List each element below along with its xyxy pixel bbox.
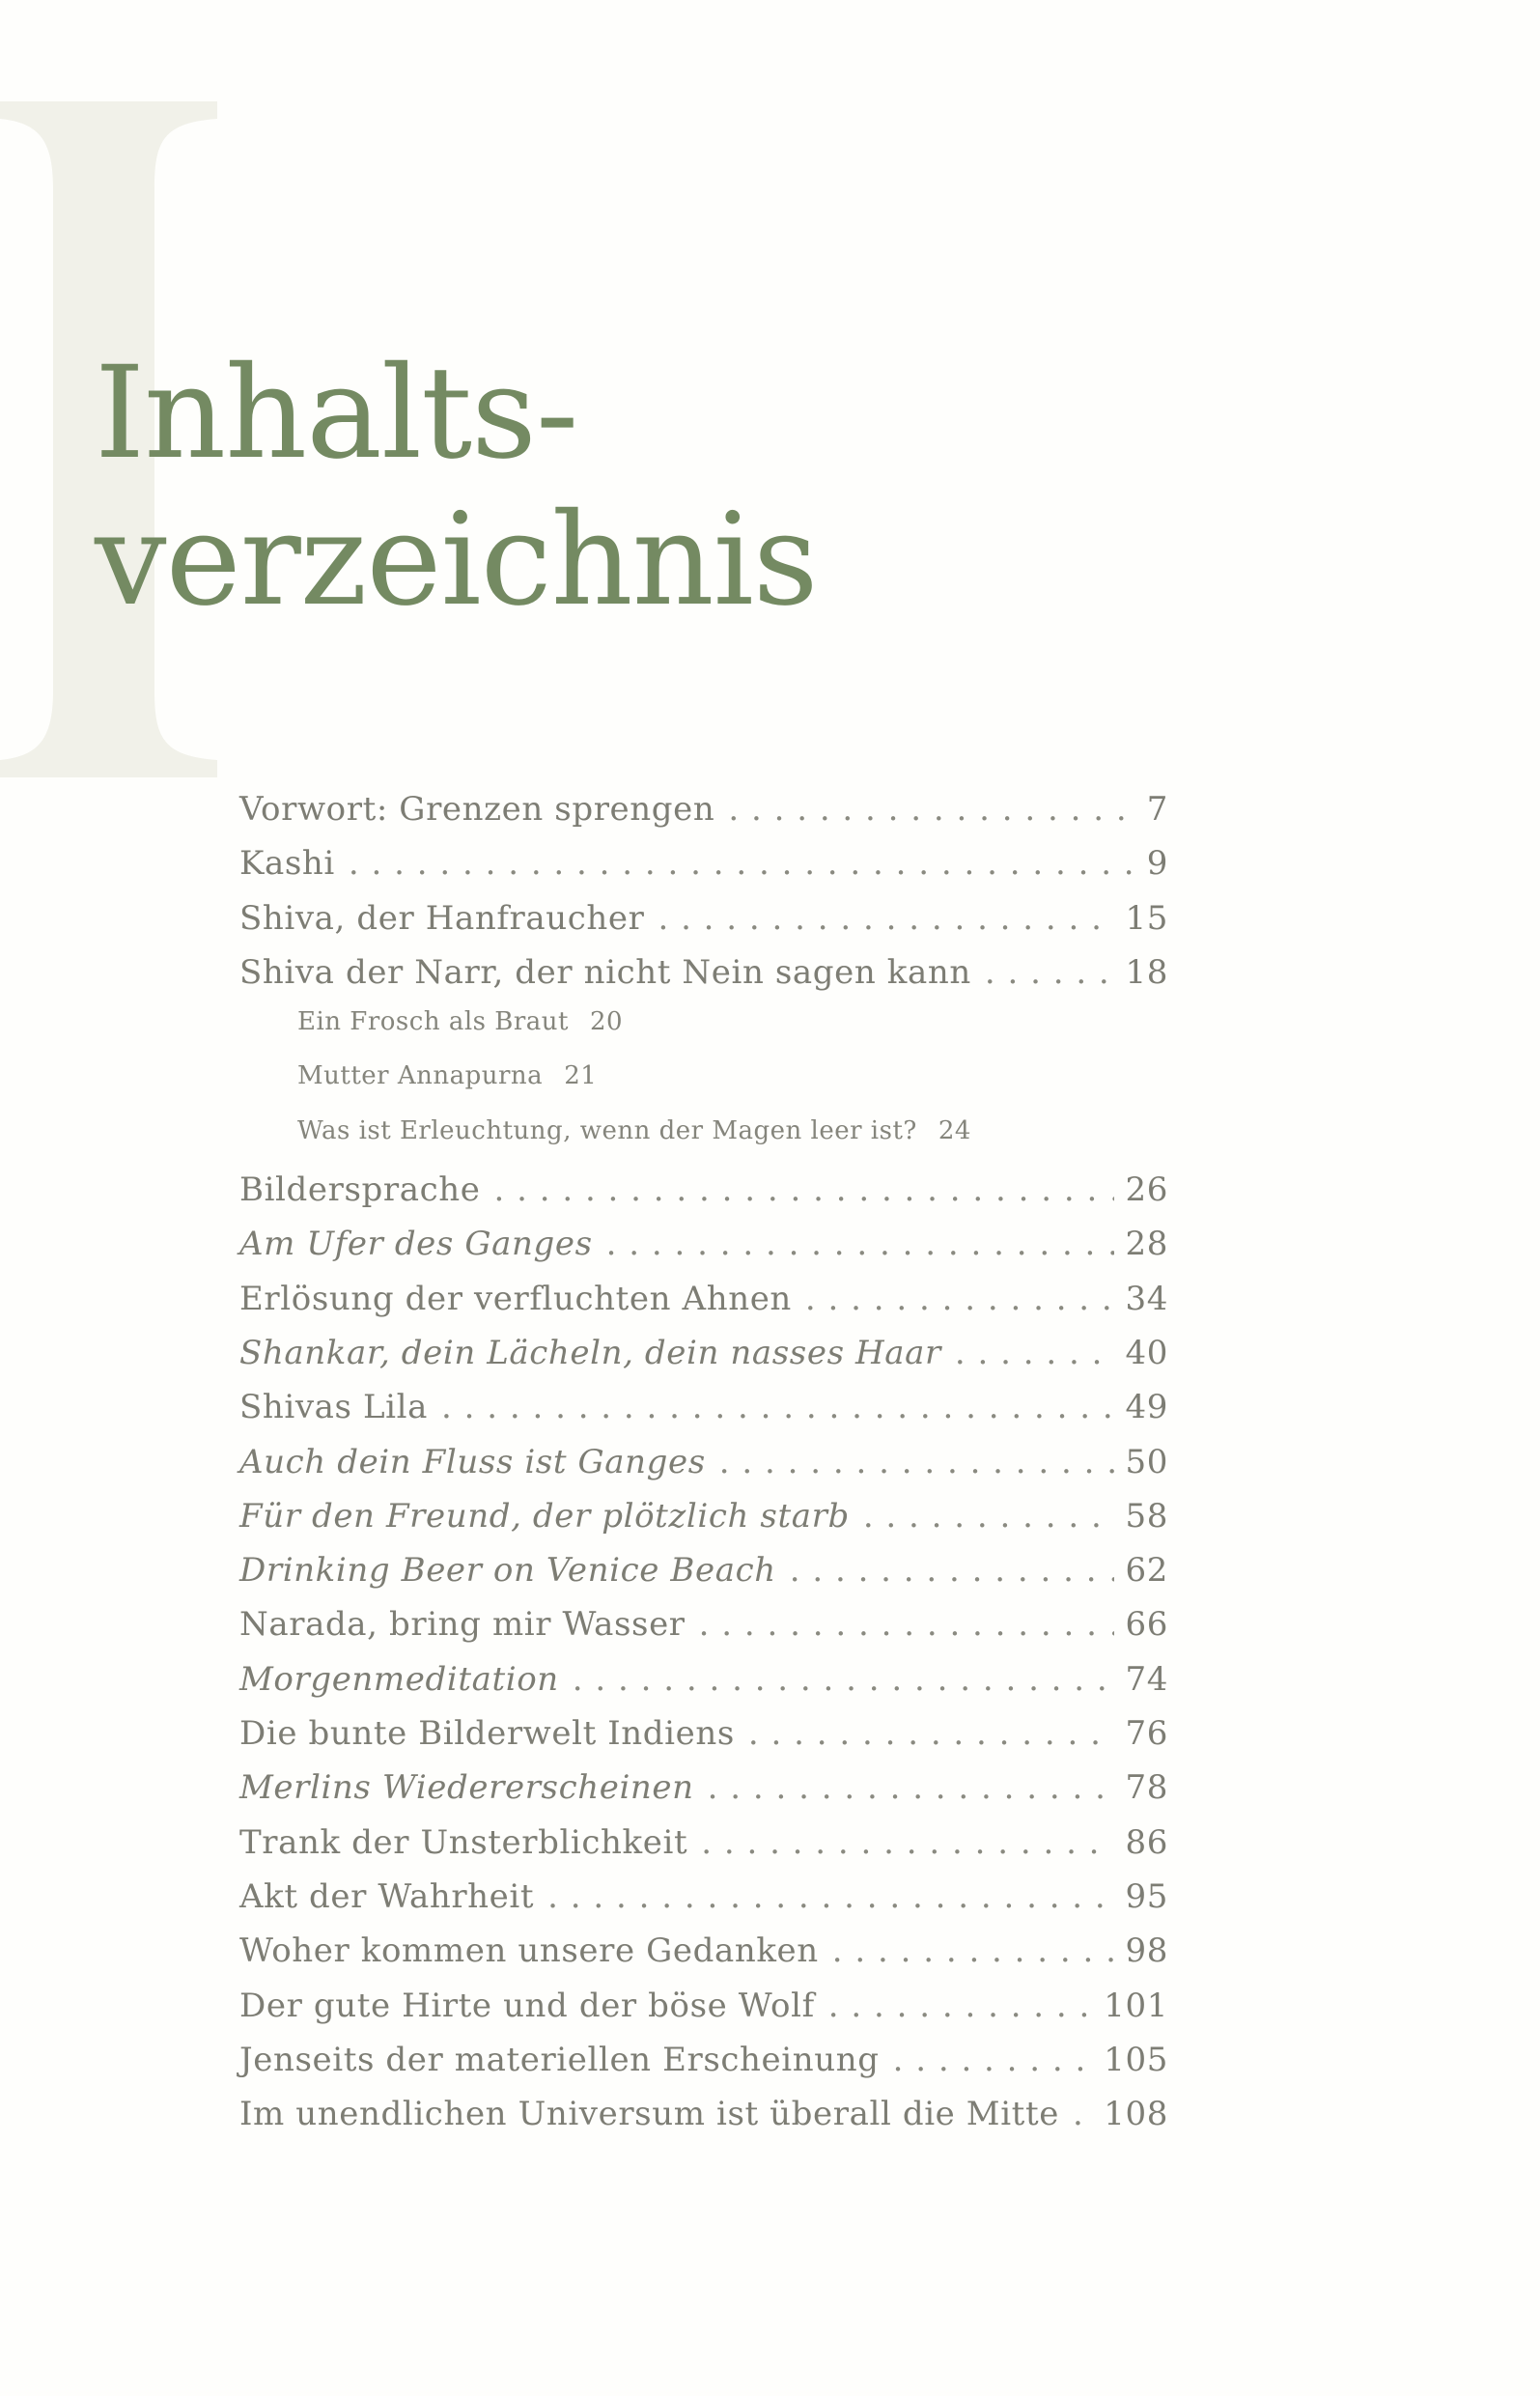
dot-leader — [1073, 2095, 1092, 2133]
toc-entry-title: Der gute Hirte und der böse Wolf — [239, 1986, 815, 2025]
toc-page-number: 49 — [1125, 1388, 1168, 1427]
toc-entry-title: Kashi — [239, 844, 335, 884]
toc-page-number: 108 — [1104, 2095, 1168, 2134]
toc-entry — [239, 1497, 1168, 1551]
toc-subentry — [239, 1061, 1205, 1115]
toc-page-number: 76 — [1125, 1714, 1168, 1754]
dot-leader — [701, 1823, 1113, 1862]
dot-leader — [606, 1225, 1114, 1263]
toc-page-number: 66 — [1125, 1605, 1168, 1645]
toc-entry — [239, 1931, 1168, 1986]
dot-leader — [573, 1660, 1114, 1699]
dot-leader — [985, 953, 1114, 992]
dot-leader — [955, 1334, 1114, 1372]
dot-leader — [699, 1605, 1114, 1644]
dot-leader — [658, 899, 1113, 938]
toc-entry — [239, 1280, 1168, 1334]
toc-entry — [239, 1660, 1168, 1714]
toc-page-number: 58 — [1125, 1496, 1168, 1536]
toc-entry-title: Shivas Lila — [239, 1388, 428, 1427]
toc-entry — [239, 2041, 1168, 2095]
toc-entry — [239, 1823, 1168, 1877]
dot-leader — [828, 1987, 1093, 2025]
toc-page-number: 28 — [1125, 1225, 1168, 1264]
toc-entry-title: Shankar, dein Lächeln, dein nasses Haar — [239, 1333, 941, 1372]
toc-subentry-title: Ein Frosch als Braut — [297, 1007, 569, 1037]
toc-subentry — [239, 1007, 1205, 1061]
toc-entry — [239, 899, 1168, 953]
toc-page-number: 74 — [1125, 1659, 1168, 1699]
toc-entry — [239, 1225, 1168, 1279]
dot-leader — [349, 844, 1135, 883]
toc-entry — [239, 790, 1168, 844]
toc-subentry-page-number: 21 — [564, 1061, 598, 1091]
toc-page-number: 7 — [1146, 790, 1168, 829]
dot-leader — [719, 1443, 1114, 1481]
toc-entry-title: Woher kommen unsere Gedanken — [239, 1931, 819, 1971]
toc-entry — [239, 1334, 1168, 1388]
toc-entry-title: Auch dein Fluss ist Ganges — [239, 1442, 706, 1481]
toc-entry-title: Für den Freund, der plötzlich starb — [239, 1496, 850, 1536]
toc-page-number: 98 — [1125, 1931, 1168, 1971]
toc-entry-title: Bildersprache — [239, 1170, 481, 1210]
toc-entry-title: Im unendlichen Universum ist überall die Mitte — [239, 2095, 1059, 2134]
toc-entry — [239, 1388, 1168, 1442]
toc-entry-title: Akt der Wahrheit — [239, 1876, 535, 1916]
toc-entry — [239, 1714, 1168, 1768]
title-line-1: Inhalts- — [95, 339, 578, 488]
toc-page-number: 95 — [1125, 1876, 1168, 1916]
dot-leader — [708, 1768, 1114, 1807]
dot-leader — [748, 1714, 1114, 1753]
toc-entry — [239, 1987, 1168, 2041]
dot-leader — [441, 1388, 1114, 1426]
toc-page-number: 62 — [1125, 1551, 1168, 1591]
toc-entry — [239, 953, 1168, 1007]
toc-entry-title: Vorwort: Grenzen sprengen — [239, 790, 715, 829]
toc-entry — [239, 844, 1168, 898]
toc-entry-title: Shiva der Narr, der nicht Nein sagen kann — [239, 952, 971, 992]
toc-entry — [239, 1768, 1168, 1822]
toc-subentry-title: Mutter Annapurna — [297, 1061, 544, 1091]
dot-leader — [547, 1877, 1113, 1916]
dot-leader — [832, 1931, 1114, 1970]
toc-entry-title: Trank der Unsterblichkeit — [239, 1822, 688, 1862]
toc-entry-title: Jenseits der materiellen Erscheinung — [239, 2040, 880, 2079]
toc-page-number: 101 — [1104, 1986, 1168, 2025]
toc-page-number: 34 — [1125, 1279, 1168, 1318]
toc-entry — [239, 1443, 1168, 1497]
toc-entry — [239, 1605, 1168, 1659]
dot-leader — [893, 2041, 1093, 2079]
toc-subentry — [239, 1116, 1205, 1170]
toc-page-number: 26 — [1125, 1170, 1168, 1210]
toc-entry-title: Morgenmeditation — [239, 1659, 559, 1699]
toc-entry-title: Merlins Wiedererscheinen — [239, 1768, 694, 1808]
toc-entry — [239, 1170, 1168, 1225]
toc-page-number: 105 — [1104, 2040, 1168, 2079]
toc-entry-title: Die bunte Bilderwelt Indiens — [239, 1714, 735, 1754]
dot-leader — [790, 1551, 1114, 1590]
title-line-2: verzeichnis — [95, 486, 818, 634]
toc-subentry-page-number: 20 — [590, 1007, 624, 1037]
toc-page-number: 9 — [1146, 844, 1168, 884]
toc-page-number: 50 — [1125, 1442, 1168, 1481]
toc-page-number: 18 — [1125, 952, 1168, 992]
toc-subentry-page-number: 24 — [938, 1115, 971, 1145]
toc-page-number: 78 — [1125, 1768, 1168, 1808]
dot-leader — [728, 790, 1134, 829]
page-title — [95, 340, 818, 634]
dot-leader — [863, 1497, 1114, 1536]
toc-page-number: 40 — [1125, 1333, 1168, 1372]
toc-entry-title: Narada, bring mir Wasser — [239, 1605, 686, 1645]
toc-entry-title: Erlösung der verfluchten Ahnen — [239, 1279, 792, 1318]
toc-entry-title: Shiva, der Hanfraucher — [239, 898, 645, 938]
toc-subentry-title: Was ist Erleuchtung, wenn der Magen leer ist? — [297, 1115, 917, 1145]
toc-entry-title: Am Ufer des Ganges — [239, 1225, 593, 1264]
toc-entry — [239, 1877, 1168, 1931]
dot-leader — [805, 1280, 1114, 1318]
toc-entry — [239, 1551, 1168, 1605]
dot-leader — [493, 1170, 1113, 1209]
toc-page-number: 15 — [1125, 898, 1168, 938]
table-of-contents — [239, 790, 1205, 2149]
toc-entry-title: Drinking Beer on Venice Beach — [239, 1551, 776, 1591]
toc-entry — [239, 2095, 1168, 2149]
toc-page-number: 86 — [1125, 1822, 1168, 1862]
